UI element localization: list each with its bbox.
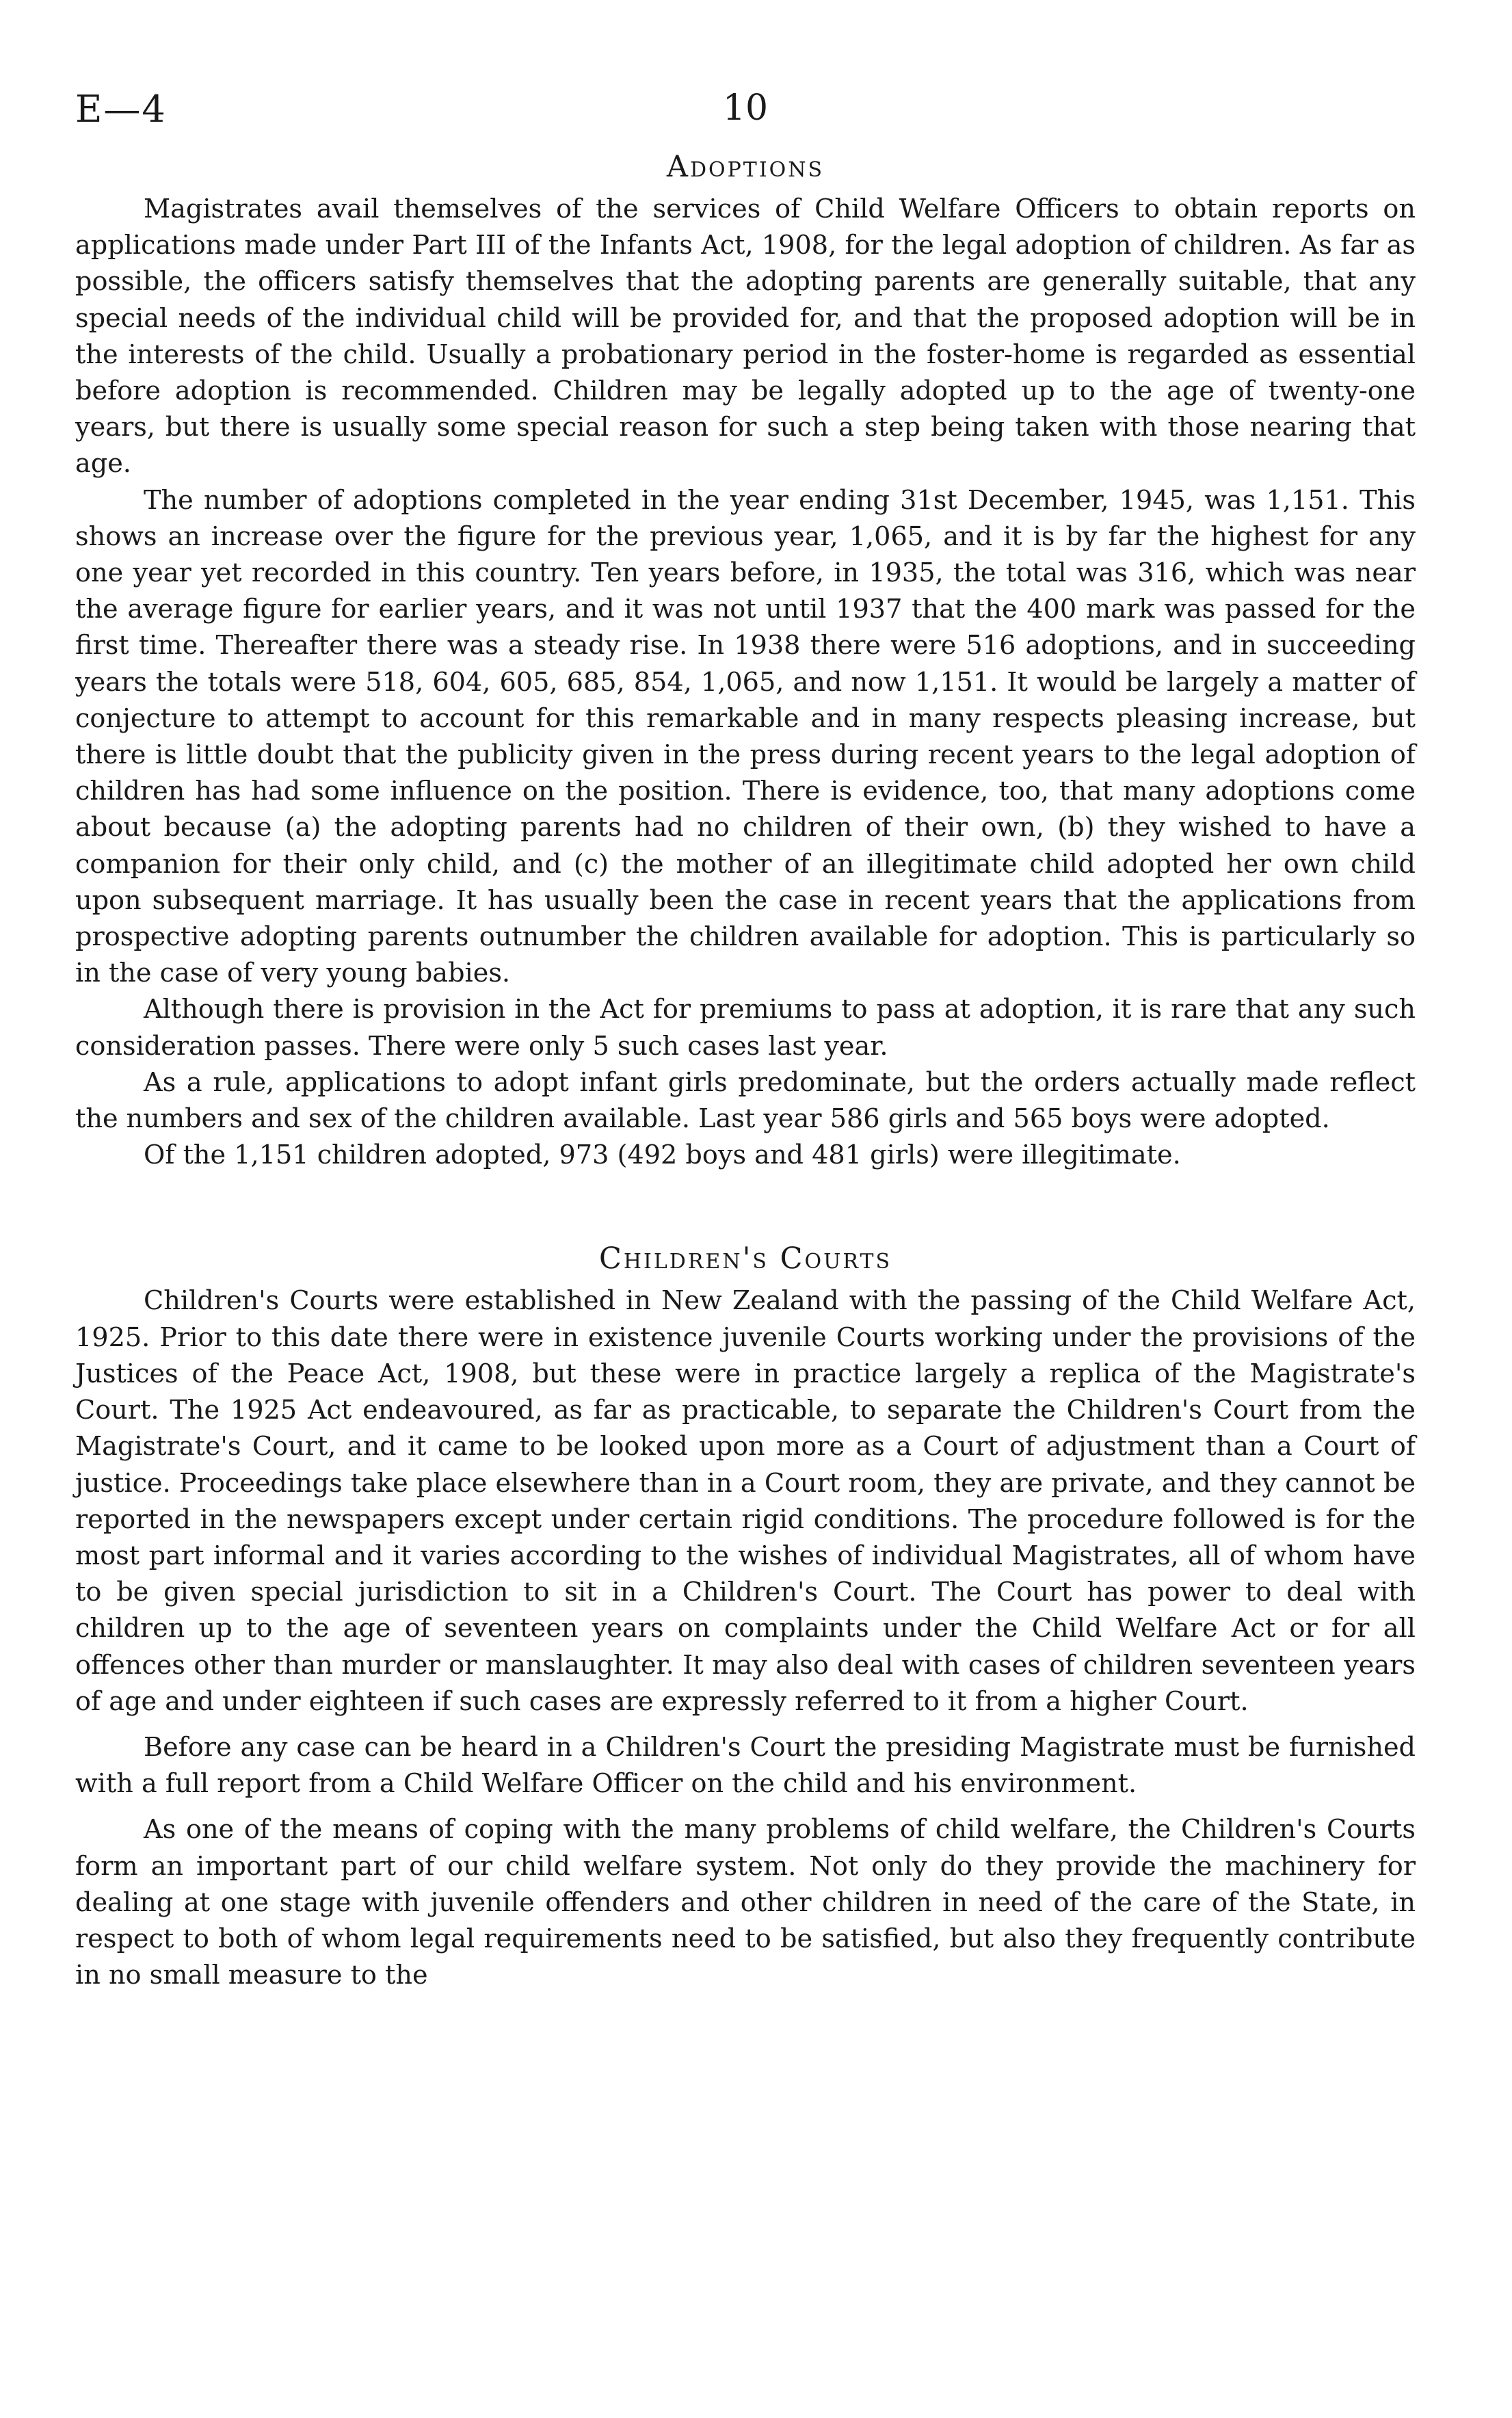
paragraph: As a rule, applications to adopt infant girls predominate, but the orders actually made reflect the numbers and sex of the children available. Last year 586 girls and 565 boys were adopted. [75, 1067, 1416, 1135]
page-header [75, 68, 1416, 150]
section-adoptions [75, 150, 1416, 1174]
section-childrens-courts [75, 1242, 1416, 1994]
paragraph: Before any case can be heard in a Children's Court the presiding Magistrate must be furnished with a full report from a Child Welfare Officer on the child and his environment. [75, 1732, 1416, 1800]
document-page [75, 68, 1416, 1994]
paragraph: Of the 1,151 children adopted, 973 (492 boys and 481 girls) were illegitimate. [144, 1140, 1181, 1171]
page-number: 10 [722, 88, 769, 129]
paragraph: Children's Courts were established in New Zealand with the passing of the Child Welfare Act, 1925. Prior to this date there were in existence juvenile Courts working under the provisions of the Justices of the Peace Act, 1908, but these were in practice largely a replica of the Magistrate's Court. The 1925 Act endeavoured, as far as practicable, to separate the Children's Court from the Magistrate's Court, and it came to be looked upon more as a Court of adjustment than a Court of justice. Proceedings take place elsewhere than in a Court room, they are private, and they cannot be reported in the newspapers except under certain rigid conditions. The procedure followed is for the most part informal and it varies according to the wishes of individual Magistrates, all of whom have to be given special jurisdiction to sit in a Children's Court. The Court has power to deal with children up to the age of seventeen years on complaints under the Child Welfare Act or for all offences other than murder or manslaughter. It may also deal with cases of children seventeen years of age and under eighteen if such cases are expressly referred to it from a higher Court. [75, 1286, 1416, 1717]
section-heading: Adoptions [666, 150, 825, 184]
paragraph: As one of the means of coping with the many problems of child welfare, the Children's Courts form an important part of our child welfare system. Not only do they provide the machinery for dealing at one stage with juvenile offenders and other children in need of the care of the State, in respect to both of whom legal requirements need to be satisfied, but also they frequently contribute in no small measure to the [75, 1815, 1416, 1991]
paragraph: Although there is provision in the Act for premiums to pass at adoption, it is rare that any such consideration passes. There were only 5 such cases last year. [75, 995, 1416, 1062]
document-reference: E—4 [75, 88, 167, 131]
paragraph: The number of adoptions completed in the year ending 31st December, 1945, was 1,151. This shows an increase over the figure for the previous year, 1,065, and it is by far the highest for any one year yet recorded in this country. Ten years before, in 1935, the total was 316, which was near the average figure for earlier years, and it was not until 1937 that the 400 mark was passed for the first time. Thereafter there was a steady rise. In 1938 there were 516 adoptions, and in succeeding years the totals were 518, 604, 605, 685, 854, 1,065, and now 1,151. It would be largely a matter of conjecture to attempt to account for this remarkable and in many respects pleasing increase, but there is little doubt that the publicity given in the press during recent years to the legal adoption of children has had some influence on the position. There is evidence, too, that many adoptions come about because (a) the adopting parents had no children of their own, (b) they wished to have a companion for their only child, and (c) the mother of an illegitimate child adopted her own child upon subsequent marriage. It has usually been the case in recent years that the applications from prospective adopting parents outnumber the children available for adoption. This is particularly so in the case of very young babies. [75, 485, 1416, 989]
paragraph: Magistrates avail themselves of the services of Child Welfare Officers to obtain reports on applications made under Part III of the Infants Act, 1908, for the legal adoption of children. As far as possible, the officers satisfy themselves that the adopting parents are generally suitable, that any special needs of the individual child will be provided for, and that the proposed adoption will be in the interests of the child. Usually a probationary period in the foster-home is regarded as essential before adoption is recommended. Children may be legally adopted up to the age of twenty-one years, but there is usually some special reason for such a step being taken with those nearing that age. [75, 194, 1416, 479]
section-heading: Children's Courts [598, 1241, 892, 1276]
